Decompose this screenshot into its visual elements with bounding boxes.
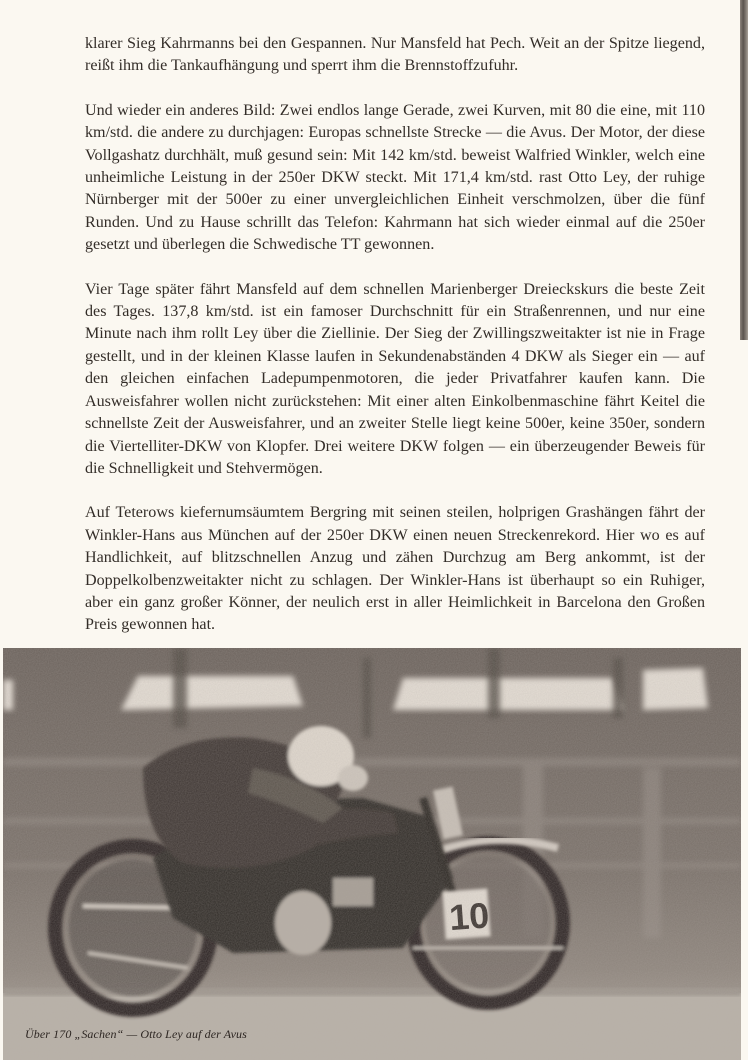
racing-photo: [3, 648, 741, 1060]
motorcycle-racer-image: [3, 648, 741, 1060]
body-text: [85, 33, 705, 637]
paragraph-1: klarer Sieg Kahrmanns bei den Gespannen. Nur Mansfeld hat Pech. Weit an der Spitze liegend, reißt ihm die Tankaufhängung und sperrt ihm die Brennstoffzufuhr.: [85, 35, 705, 75]
adjacent-page-edge: [740, 0, 748, 340]
paragraph-4: Auf Teterows kiefernumsäumtem Bergring mit seinen steilen, holprigen Grashängen fährt der Winkler-Hans aus München auf der 250er DKW einen neuen Streckenrekord. Hier wo es auf Handlichkeit, auf blitzschnellen Anzug und zähen Durchzug am Berg ankommt, ist der Doppelkolbenzweitakter nicht zu schlagen. Der Winkler-Hans ist überhaupt so ein Ruhiger, aber ein ganz großer Könner, der neulich erst in aller Heimlichkeit in Barcelona den Großen Preis gewonnen hat.: [85, 504, 705, 634]
paragraph-3: Vier Tage später fährt Mansfeld auf dem schnellen Marienberger Dreieckskurs die beste Zeit des Tages. 137,8 km/std. ist ein famoser Durchschnitt für ein Straßenrennen, und nur eine Minute nach ihm rollt Ley über die Ziellinie. Der Sieg der Zwillingszweitakter ist nie in Frage gestellt, und in der kleinen Klasse laufen in Sekundenabständen 4 DKW als Sieger ein — auf den gleichen einfachen Ladepumpenmotoren, die jeder Privatfahrer kaufen kann. Die Ausweisfahrer wollen nicht zurückstehen: Mit einer alten Einkolbenmaschine fährt Keitel die schnellste Zeit der Ausweisfahrer, und an zweiter Stelle liegt keine 500er, keine 350er, sondern die Viertelliter-DKW von Klopfer. Drei weitere DKW folgen — ein überzeugender Beweis für die Schnelligkeit und Stehvermögen.: [85, 280, 705, 477]
paragraph-2: Und wieder ein anderes Bild: Zwei endlos lange Gerade, zwei Kurven, mit 80 die eine, mit 110 km/std. die andere zu durchjagen: Europas schnellste Strecke — die Avus. Der Motor, der diese Vollgashatz durchhält, muß gesund sein: Mit 142 km/std. beweist Walfried Winkler, welch eine unheimliche Leistung in der 250er DKW steckt. Mit 171,4 km/std. rast Otto Ley, der ruhige Nürnberger mit der 500er zu einer unvergleichlichen Einheit verschmolzen, über die fünf Runden. Und zu Hause schrillt das Telefon: Kahrmann hat sich wieder einmal auf die 250er gesetzt und überlegen die Schwedische TT gewonnen.: [85, 101, 705, 254]
photo-caption: Über 170 „Sachen“ — Otto Ley auf der Avus: [25, 1027, 247, 1041]
